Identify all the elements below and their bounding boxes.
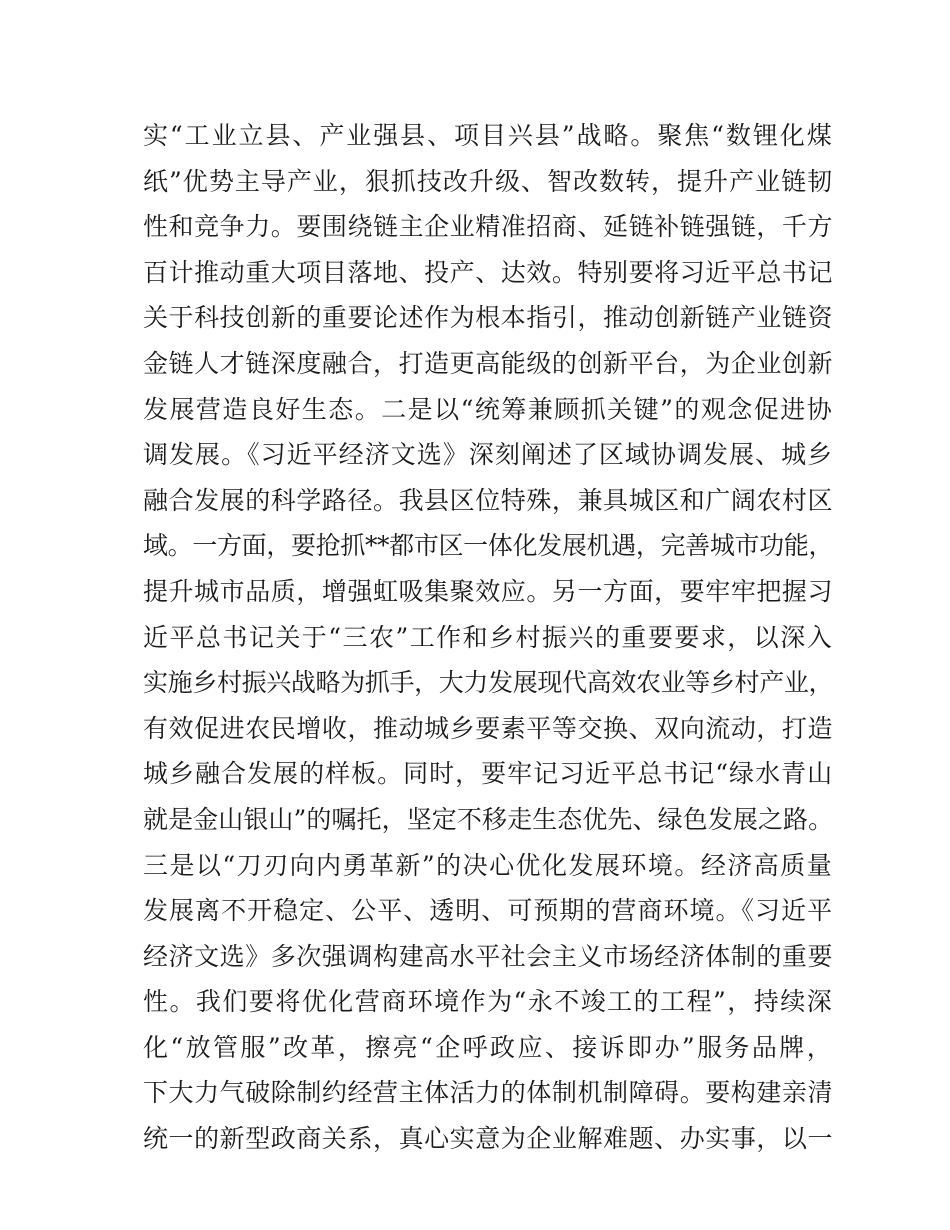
text-line: 三是以“刀刃向内勇革新”的决心优化发展环境。经济高质量 bbox=[143, 850, 833, 880]
text-line: 下大力气破除制约经营主体活力的体制机制障碍。要构建亲清 bbox=[143, 1078, 833, 1108]
text-line: 性和竞争力。要围绕链主企业精准招商、延链补链强链，千方 bbox=[143, 212, 833, 242]
text-line: 实施乡村振兴战略为抓手，大力发展现代高效农业等乡村产业， bbox=[143, 668, 833, 698]
text-line: 就是金山银山”的嘱托，坚定不移走生态优先、绿色发展之路。 bbox=[143, 804, 833, 834]
text-line: 性。我们要将优化营商环境作为“永不竣工的工程”，持续深 bbox=[143, 987, 833, 1017]
text-line: 域。一方面，要抢抓**都市区一体化发展机遇，完善城市功能， bbox=[143, 531, 833, 561]
text-line: 提升城市品质，增强虹吸集聚效应。另一方面，要牢牢把握习 bbox=[143, 576, 833, 606]
text-line: 有效促进农民增收，推动城乡要素平等交换、双向流动，打造 bbox=[143, 713, 833, 743]
text-line: 纸”优势主导产业，狠抓技改升级、智改数转，提升产业链韧 bbox=[143, 166, 833, 196]
text-line: 化“放管服”改革，擦亮“企呼政应、接诉即办”服务品牌， bbox=[143, 1032, 833, 1062]
text-line: 融合发展的科学路径。我县区位特殊，兼具城区和广阔农村区 bbox=[143, 485, 833, 515]
text-line: 经济文选》多次强调构建高水平社会主义市场经济体制的重要 bbox=[143, 941, 833, 971]
body-text bbox=[143, 113, 833, 1162]
text-line: 城乡融合发展的样板。同时，要牢记习近平总书记“绿水青山 bbox=[143, 759, 833, 789]
text-line: 调发展。《习近平经济文选》深刻阐述了区域协调发展、城乡 bbox=[143, 440, 833, 470]
text-line: 统一的新型政商关系，真心实意为企业解难题、办实事，以一 bbox=[143, 1124, 833, 1154]
text-line: 发展营造良好生态。二是以“统筹兼顾抓关键”的观念促进协 bbox=[143, 394, 833, 424]
text-line: 发展离不开稳定、公平、透明、可预期的营商环境。《习近平 bbox=[143, 896, 833, 926]
text-line: 金链人才链深度融合，打造更高能级的创新平台，为企业创新 bbox=[143, 348, 833, 378]
text-line: 关于科技创新的重要论述作为根本指引，推动创新链产业链资 bbox=[143, 303, 833, 333]
text-line: 实“工业立县、产业强县、项目兴县”战略。聚焦“数锂化煤 bbox=[143, 121, 833, 150]
text-line: 百计推动重大项目落地、投产、达效。特别要将习近平总书记 bbox=[143, 257, 833, 287]
text-line: 近平总书记关于“三农”工作和乡村振兴的重要要求，以深入 bbox=[143, 622, 833, 652]
